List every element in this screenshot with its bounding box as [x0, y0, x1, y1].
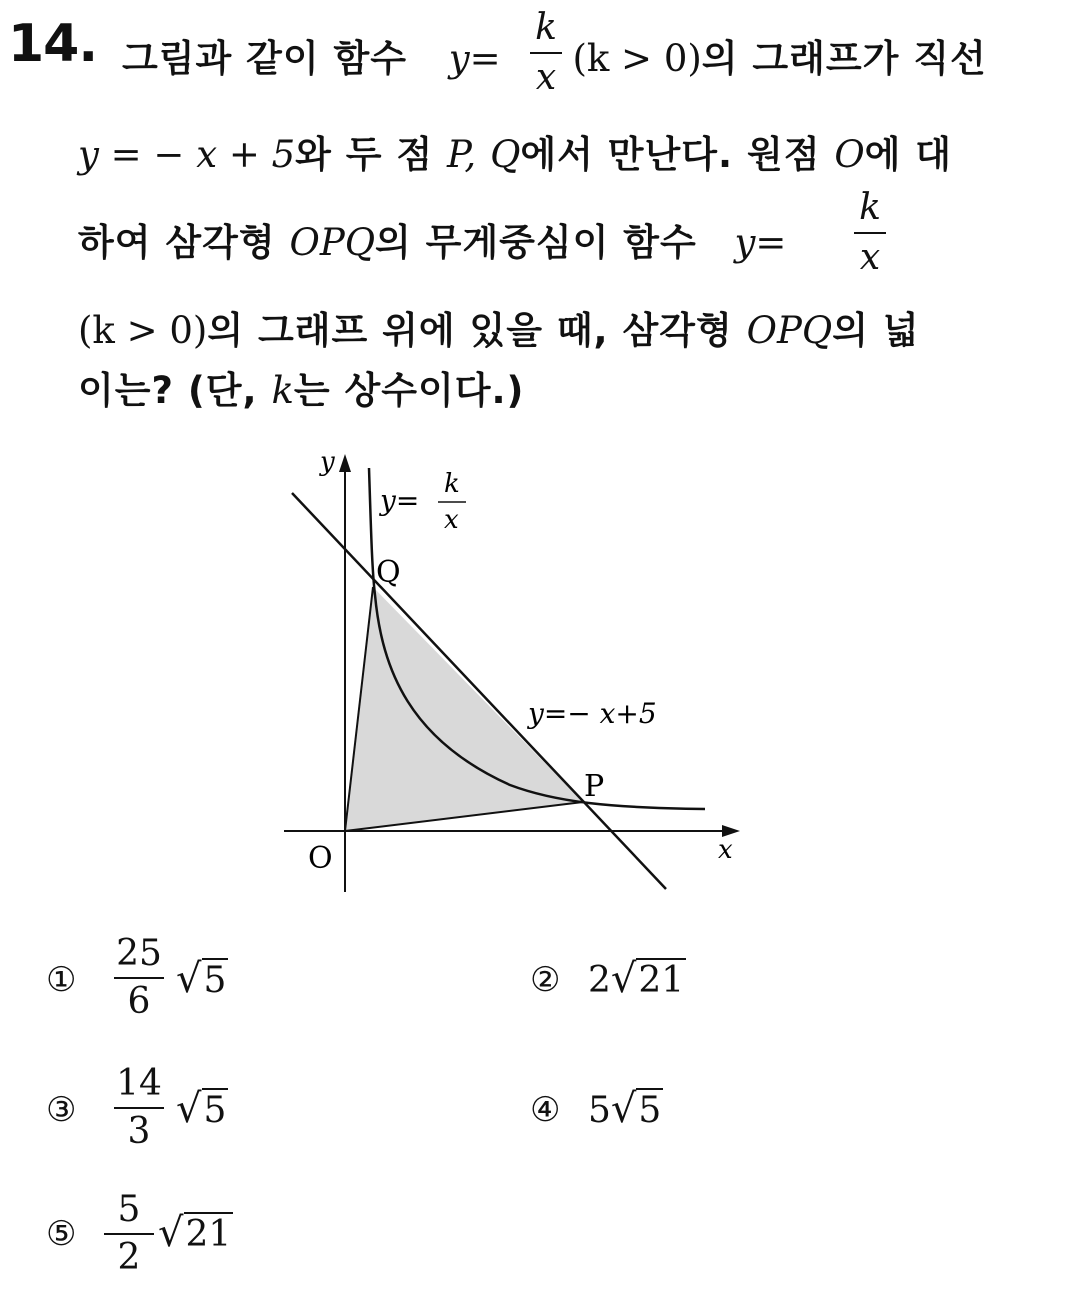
graph-figure — [270, 440, 750, 900]
question-line-4 — [78, 300, 920, 354]
y-axis-label: y — [320, 447, 335, 477]
choice-4-coefficient: 5 — [588, 1090, 611, 1131]
question-text: 이는? (단, — [78, 369, 258, 412]
question-text: 의 넓 — [832, 309, 920, 352]
choice-1-radicand: 5 — [203, 960, 227, 1001]
choice-5-fraction — [98, 1190, 160, 1278]
point-q: Q — [490, 133, 521, 176]
choice-1-fraction — [108, 934, 170, 1022]
point-p-label: P — [584, 769, 605, 804]
y-axis-arrow — [339, 454, 351, 472]
fraction-bar — [854, 232, 886, 234]
point-p: P, — [447, 133, 477, 176]
sqrt-symbol: √ — [176, 956, 202, 1002]
sqrt-symbol: √ — [176, 1086, 202, 1132]
sqrt-symbol: √ — [610, 1086, 637, 1132]
fraction-denominator: x — [859, 237, 881, 278]
choice-3-fraction — [108, 1064, 170, 1152]
fraction-bar — [104, 1233, 154, 1235]
question-line-5 — [78, 360, 524, 414]
origin-label: O — [308, 841, 333, 876]
choice-5-radicand: 21 — [185, 1214, 232, 1255]
choice-5-marker[interactable]: ⑤ — [46, 1214, 77, 1254]
choice-2-marker[interactable]: ② — [530, 960, 561, 1000]
question-text: 는 상수이다.) — [293, 369, 525, 412]
function-lhs: y= — [734, 221, 787, 264]
choice-4-expression — [588, 1086, 663, 1132]
curve-label-lhs: y= — [380, 484, 420, 517]
question-text: 에 대 — [864, 133, 953, 176]
fraction-k-over-x — [850, 186, 890, 280]
x-axis-label: x — [718, 835, 733, 865]
triangle-name: OPQ — [289, 221, 376, 264]
fraction-bar — [114, 1107, 164, 1109]
origin-o: O — [834, 133, 865, 176]
fraction-numerator: k — [859, 187, 881, 228]
line-label: y=− x+5 — [528, 697, 657, 730]
choice-3-denominator: 3 — [127, 1111, 151, 1152]
sqrt-symbol: √ — [610, 956, 637, 1002]
point-q-label: Q — [376, 555, 401, 590]
curve-label-num: k — [444, 469, 460, 499]
fraction-k-over-x — [526, 6, 566, 100]
sqrt-symbol: √ — [158, 1210, 184, 1256]
line-equation: y = − x + 5 — [78, 133, 296, 176]
question-text: 그림과 같이 함수 — [122, 37, 407, 80]
triangle-name: OPQ — [746, 309, 833, 352]
question-line-3 — [78, 212, 786, 266]
question-text: 의 그래프 위에 있을 때, 삼각형 — [207, 309, 733, 352]
choice-1-numerator: 25 — [116, 933, 162, 974]
choice-1-radical — [176, 956, 228, 1002]
constant-k: k — [271, 369, 294, 412]
condition-text: (k > 0) — [572, 37, 702, 80]
choice-5-radical — [158, 1210, 233, 1256]
choice-2-expression — [588, 956, 686, 1002]
choice-1-marker[interactable]: ① — [46, 960, 77, 1000]
choice-1-denominator: 6 — [127, 981, 151, 1022]
choice-3-radicand: 5 — [203, 1090, 227, 1131]
question-line-2 — [78, 124, 952, 178]
question-text: 의 그래프가 직선 — [701, 37, 987, 80]
fraction-numerator: k — [535, 7, 557, 48]
fraction-bar — [114, 977, 164, 979]
question-text: 의 무게중심이 함수 — [375, 221, 697, 264]
fraction-denominator: x — [535, 57, 557, 98]
question-text: 에서 만난다. 원점 — [520, 133, 821, 176]
condition-text: (k > 0) — [78, 309, 208, 352]
fraction-bar — [530, 52, 562, 54]
function-lhs: y= — [448, 37, 501, 80]
problem-number: 14. — [8, 14, 98, 74]
choice-5-numerator: 5 — [117, 1189, 141, 1230]
choice-2-coefficient: 2 — [588, 960, 611, 1001]
question-text: 와 두 점 — [295, 133, 434, 176]
curve-label-den: x — [444, 505, 459, 535]
choice-4-radicand: 5 — [638, 1090, 662, 1131]
choice-5-denominator: 2 — [117, 1237, 141, 1278]
choice-3-numerator: 14 — [116, 1063, 162, 1104]
choice-2-radicand: 21 — [638, 960, 685, 1001]
choice-4-marker[interactable]: ④ — [530, 1090, 561, 1130]
choice-3-marker[interactable]: ③ — [46, 1090, 77, 1130]
choice-3-radical — [176, 1086, 228, 1132]
question-text: 하여 삼각형 — [78, 221, 276, 264]
